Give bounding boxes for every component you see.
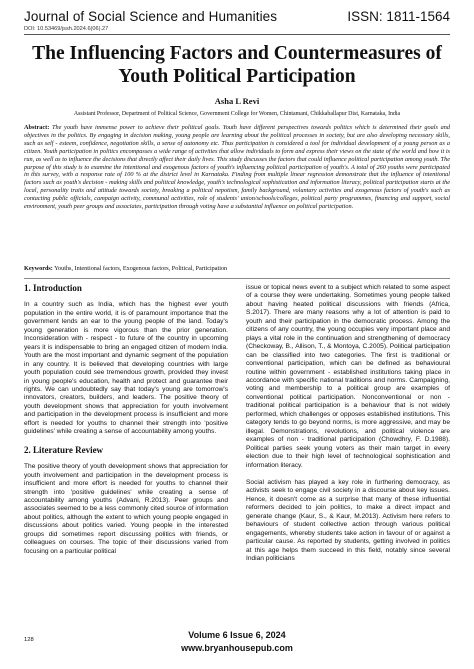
right-column (246, 284, 450, 573)
left-column (24, 284, 228, 565)
keywords-divider (24, 278, 450, 279)
section-heading-literature-review: 2. Literature Review (24, 444, 104, 455)
journal-name: Journal of Social Science and Humanities (24, 9, 278, 24)
keywords-label: Keywords: (24, 265, 53, 272)
body-paragraph: issue or topical news event to a subject which related to some aspect of a course they were undertaking. Sometimes young people talked about having heated political discussions with friends (Africa, S.2017). There are many reasons why a lot of attention is paid to youth and their participation in the democratic process. Among the citizens of any country, the young occupies very important place and plays a vital role in the continuation and strengthening of democracy (Checkoway, B., Allison, T., & Montoya, C.2005). Political participation can be classified into two categories. The first is traditional or conventional participation, which can be defined as behavioural routine within government - established institutions taking place in accordance with specific national traditions and norms. Campaigning, voting and membership to a political group are examples of conventional political participation. Nonconventional or non - traditional political participation is a behaviour that is not widely performed, which challenges or opposes established institutions. This category tends to go beyond norms, is more aggressive, and may be illegal. Demonstrations, revolutions, and political violence are examples of non - traditional participation (Chowdhry, F. D.1988). Political parties seek young voters as their main target in every election due to their high level of technological sophistication and information literacy. (246, 284, 450, 469)
keywords (24, 265, 450, 272)
section-heading-introduction: 1. Introduction (24, 283, 82, 293)
author-name: Asha L Revi (214, 96, 260, 106)
literature-review-paragraph: The positive theory of youth development shows that appreciation for youth involvement and participation in the development process is insufficient and more effort is needed for youths to channel their strength into 'positive guidelines' while creating a sense of accountability among youths (Advani, R.2013). Peer groups and associates seemed to be a less commonly cited source of information about politics, although the extent to which young people engaged in discussions about politics varied. Young people in the interested groups did sometimes report discussing politics with friends, or colleagues on courses. The topic of their discussions varied from focusing on a particular political (24, 463, 228, 555)
footer-url[interactable]: www.bryanhousepub.com (181, 643, 293, 653)
body-paragraph: Social activism has played a key role in furthering democracy, as activists seek to engage civil society in a discourse about key issues. Hence, it doesn't come as a surprise that many of these influential reformers decided to join politics, to make a direct impact and generate change (Kaur, S., & Kaur, M.2013). Activism here refers to behaviours of student collective action through various political engagements, whereby students take action in favour of or against a particular cause. As reported by students, getting involved in politics at this age helps them succeed in this field, notably since several Indian politicians (246, 478, 450, 563)
doi: DOI: 10.53469/jssh.2024.6(06).27 (24, 26, 109, 32)
header-divider (24, 34, 450, 35)
abstract-label: Abstract: (24, 124, 50, 131)
introduction-paragraph: In a country such as India, which has the highest ever youth population in the entire world, it is of paramount importance that the government lends an ear to the young people of the land. Today's young generation is more vigorous than the prior generation. Inconsideration with - respect - to future of the country in upcoming years it is indispensable to bring an engaged citizen of modern India. Youth are the most important and dynamic segment of the population in any country. It is believed that developing countries with large youth population could see tremendous growth, provided they invest in young people's education, health and protect and guarantee their rights. We can undoubtedly say that today's young are tomorrow's innovators, creators, builders, and leaders. The positive theory of youth development shows that appreciation for youth involvement and participation in the development process is insufficient and more effort is needed for youths to channel their strength into 'positive guidelines' while creating a sense of accountability among youths. (24, 301, 228, 436)
footer-volume: Volume 6 Issue 6, 2024 (188, 630, 286, 640)
issn: ISSN: 1811-1564 (347, 9, 450, 24)
keywords-text: Youths, Intentional factors, Exogenous factors, Political, Participation (54, 265, 228, 272)
author-affiliation: Assistant Professor, Department of Political Science, Government College for Women, Chintamani, Chikkaballapur Dist, Karnataka, India (73, 111, 401, 117)
paper-title: The Influencing Factors and Countermeasures of Youth Political Participation (32, 43, 442, 87)
page-number: 128 (24, 637, 34, 643)
abstract-text: The youth have immense power to achieve their political goals. Youth have different perspectives towards politics which is determined their goals and objectives in the politics. By engaging in decision making, young people are learning about the political processes in society, but are also developing necessary skills, such as self - esteem, confidence, negotiation skills, a sense of autonomy etc. Thus participation is considered a tool for individual development of a young person as a citizen. Youth participation in politics encompasses a wide range of activities that allow individuals to form and express their views on the state of the world and how it is run, as well as to influence the decisions that directly affect their daily lives. This study discusses the factors that could influence political participation among youth. The purpose of this study is to examine the intentional and exogenous factors of youth's influencing political participation of youth's. A total of 260 youths were participated in this survey, with a response rate of 100 % at the district level in Karnataka. Finding from multiple linear regression demonstrate that the influence of intentional factors such as youth's decision - making skills and political knowledge, youth's technological sophistication and information literacy, political participation starts at the local, personality traits and attitude towards society, breaking a political nepotism, family background, voluntary activities and exogenous factors of youth's such as contacting public officials, campaign activity, communal activities, role of students' union/schools/colleges, political party programmes, financing and support, social environment, youth peer groups and associates, participation through voting have a substantial influence on political participation. (24, 124, 451, 211)
abstract (24, 124, 450, 211)
